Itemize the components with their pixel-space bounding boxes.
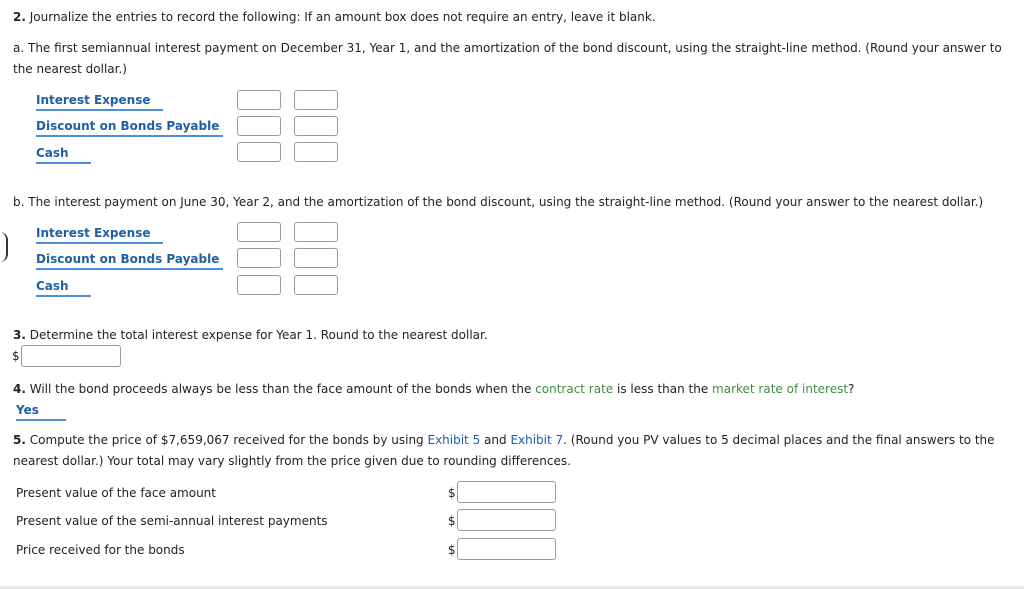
question-5-text: [13, 430, 1019, 472]
part-b-account-3[interactable]: Cash: [36, 279, 91, 297]
question-5-number: 5.: [13, 433, 26, 447]
side-bracket: [0, 232, 8, 262]
part-a-account-1[interactable]: Interest Expense: [36, 93, 163, 111]
price-received-currency: $: [448, 543, 456, 557]
part-b-credit-1[interactable]: [294, 222, 338, 242]
part-a-account-2[interactable]: Discount on Bonds Payable: [36, 119, 223, 137]
question-2-number: 2.: [13, 10, 26, 24]
question-3-number: 3.: [13, 328, 26, 342]
pv-face-currency: $: [448, 486, 456, 500]
exhibit-7-link[interactable]: Exhibit 7: [510, 433, 564, 447]
part-a-account-3[interactable]: Cash: [36, 146, 91, 164]
price-received-input[interactable]: [457, 538, 556, 560]
part-b-debit-3[interactable]: [237, 275, 281, 295]
question-4-text: [13, 382, 854, 396]
price-received-label: Price received for the bonds: [16, 543, 185, 557]
part-a-credit-3[interactable]: [294, 142, 338, 162]
part-b-debit-2[interactable]: [237, 248, 281, 268]
question-2-body: Journalize the entries to record the following: If an amount box does not require an entry, leave it blank.: [25, 10, 656, 24]
part-b-account-2[interactable]: Discount on Bonds Payable: [36, 252, 223, 270]
question-3-currency: $: [12, 349, 20, 363]
contract-rate-link[interactable]: contract rate: [535, 382, 614, 396]
question-2-text: [13, 10, 656, 24]
part-b-account-1[interactable]: Interest Expense: [36, 226, 163, 244]
total-interest-expense-input[interactable]: [21, 345, 121, 367]
pv-interest-label: Present value of the semi-annual interest payments: [16, 514, 328, 528]
question-4-number: 4.: [13, 382, 26, 396]
part-a-text: a. The first semiannual interest payment on December 31, Year 1, and the amortization of the bond discount, using the straight-line method. (Round your answer to the nearest dollar.): [13, 41, 1002, 76]
exhibit-5-link[interactable]: Exhibit 5: [427, 433, 481, 447]
part-a-debit-2[interactable]: [237, 116, 281, 136]
question-5-part-2: and: [480, 433, 511, 447]
question-4-part-3: ?: [848, 382, 855, 396]
question-3-body: Determine the total interest expense for Year 1. Round to the nearest dollar.: [25, 328, 488, 342]
part-b-debit-1[interactable]: [237, 222, 281, 242]
pv-face-input[interactable]: [457, 481, 556, 503]
pv-interest-currency: $: [448, 514, 456, 528]
part-a-credit-2[interactable]: [294, 116, 338, 136]
part-b-text: b. The interest payment on June 30, Year 2, and the amortization of the bond discount, using the straight-line method. (Round your answer to the nearest dollar.): [13, 195, 984, 209]
question-5-part-3: . (Round you PV values to 5 decimal places and the final answers to the nearest dollar.) Your total may vary slightly from the price given due to rounding differences.: [13, 433, 995, 468]
question-4-part-2: is less than the: [613, 382, 713, 396]
question-4-part-1: Will the bond proceeds always be less than the face amount of the bonds when the: [25, 382, 536, 396]
part-a-debit-1[interactable]: [237, 90, 281, 110]
pv-interest-input[interactable]: [457, 509, 556, 531]
market-rate-link[interactable]: market rate of interest: [712, 382, 849, 396]
question-4-answer-select[interactable]: Yes: [16, 403, 66, 421]
part-a-debit-3[interactable]: [237, 142, 281, 162]
question-3-text: [13, 328, 488, 342]
part-b-credit-3[interactable]: [294, 275, 338, 295]
pv-face-label: Present value of the face amount: [16, 486, 216, 500]
part-a-credit-1[interactable]: [294, 90, 338, 110]
part-b-credit-2[interactable]: [294, 248, 338, 268]
question-5-part-1: Compute the price of $7,659,067 received for the bonds by using: [25, 433, 428, 447]
